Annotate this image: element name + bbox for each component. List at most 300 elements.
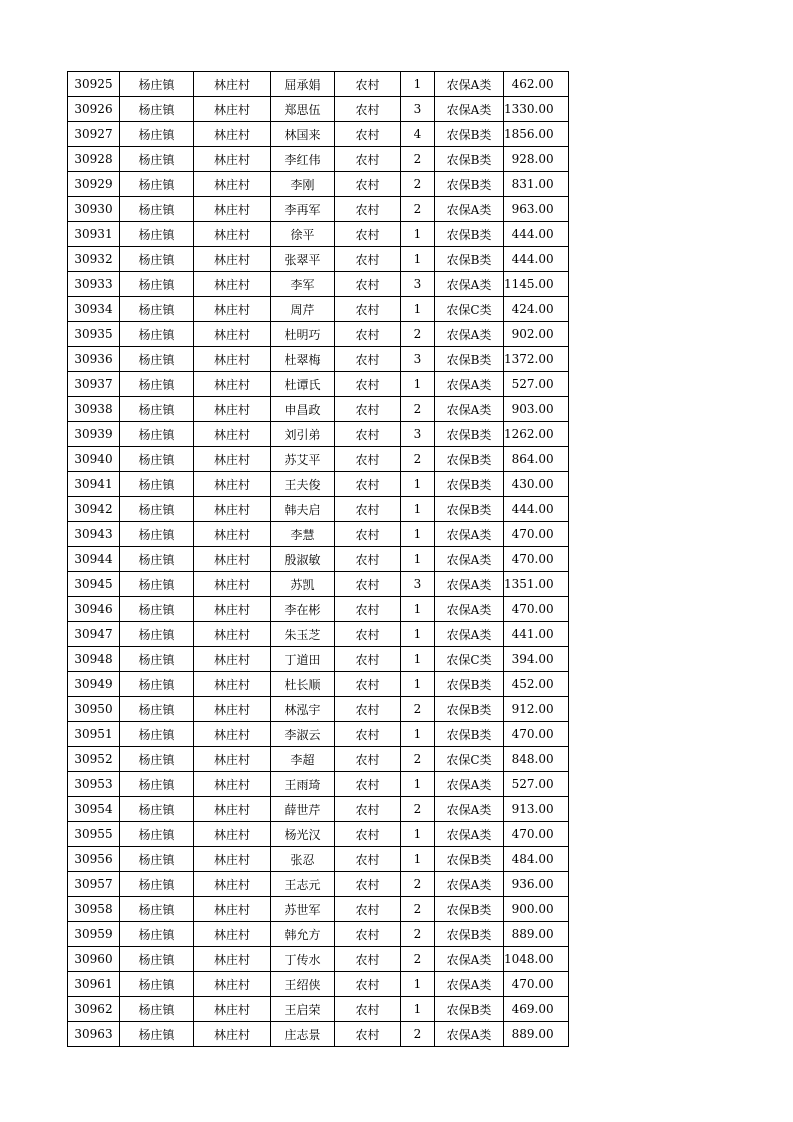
village-cell: 林庄村 xyxy=(194,772,271,797)
household-type-cell: 农村 xyxy=(335,797,401,822)
record-id-cell: 30954 xyxy=(68,797,120,822)
village-cell: 林庄村 xyxy=(194,372,271,397)
name-cell: 杜翠梅 xyxy=(271,347,335,372)
household-type-cell: 农村 xyxy=(335,347,401,372)
category-cell: 农保B类 xyxy=(435,922,504,947)
name-cell: 周芹 xyxy=(271,297,335,322)
household-type-cell: 农村 xyxy=(335,647,401,672)
amount-cell: 470.00 xyxy=(504,972,569,997)
name-cell: 李红伟 xyxy=(271,147,335,172)
village-cell: 林庄村 xyxy=(194,322,271,347)
village-cell: 林庄村 xyxy=(194,1022,271,1047)
category-cell: 农保A类 xyxy=(435,522,504,547)
amount-cell: 469.00 xyxy=(504,997,569,1022)
town-cell: 杨庄镇 xyxy=(120,947,194,972)
record-id-cell: 30943 xyxy=(68,522,120,547)
table-row xyxy=(68,397,569,422)
category-cell: 农保B类 xyxy=(435,172,504,197)
town-cell: 杨庄镇 xyxy=(120,97,194,122)
member-count-cell: 1 xyxy=(401,772,435,797)
town-cell: 杨庄镇 xyxy=(120,347,194,372)
name-cell: 李刚 xyxy=(271,172,335,197)
town-cell: 杨庄镇 xyxy=(120,397,194,422)
town-cell: 杨庄镇 xyxy=(120,72,194,97)
village-cell: 林庄村 xyxy=(194,147,271,172)
household-type-cell: 农村 xyxy=(335,97,401,122)
member-count-cell: 3 xyxy=(401,97,435,122)
village-cell: 林庄村 xyxy=(194,547,271,572)
household-type-cell: 农村 xyxy=(335,622,401,647)
name-cell: 韩允方 xyxy=(271,922,335,947)
village-cell: 林庄村 xyxy=(194,722,271,747)
town-cell: 杨庄镇 xyxy=(120,472,194,497)
category-cell: 农保A类 xyxy=(435,97,504,122)
member-count-cell: 3 xyxy=(401,272,435,297)
category-cell: 农保B类 xyxy=(435,472,504,497)
amount-cell: 527.00 xyxy=(504,772,569,797)
household-type-cell: 农村 xyxy=(335,872,401,897)
village-cell: 林庄村 xyxy=(194,497,271,522)
member-count-cell: 2 xyxy=(401,897,435,922)
member-count-cell: 3 xyxy=(401,347,435,372)
table-row xyxy=(68,372,569,397)
village-cell: 林庄村 xyxy=(194,647,271,672)
record-id-cell: 30950 xyxy=(68,697,120,722)
record-id-cell: 30947 xyxy=(68,622,120,647)
household-type-cell: 农村 xyxy=(335,947,401,972)
member-count-cell: 1 xyxy=(401,547,435,572)
town-cell: 杨庄镇 xyxy=(120,647,194,672)
record-id-cell: 30951 xyxy=(68,722,120,747)
member-count-cell: 2 xyxy=(401,197,435,222)
household-type-cell: 农村 xyxy=(335,772,401,797)
name-cell: 苏凯 xyxy=(271,572,335,597)
household-type-cell: 农村 xyxy=(335,822,401,847)
record-id-cell: 30957 xyxy=(68,872,120,897)
record-id-cell: 30934 xyxy=(68,297,120,322)
record-id-cell: 30949 xyxy=(68,672,120,697)
village-cell: 林庄村 xyxy=(194,122,271,147)
town-cell: 杨庄镇 xyxy=(120,997,194,1022)
amount-cell: 848.00 xyxy=(504,747,569,772)
member-count-cell: 2 xyxy=(401,172,435,197)
member-count-cell: 4 xyxy=(401,122,435,147)
village-cell: 林庄村 xyxy=(194,822,271,847)
amount-cell: 900.00 xyxy=(504,897,569,922)
record-id-cell: 30931 xyxy=(68,222,120,247)
town-cell: 杨庄镇 xyxy=(120,597,194,622)
village-cell: 林庄村 xyxy=(194,672,271,697)
town-cell: 杨庄镇 xyxy=(120,1022,194,1047)
household-type-cell: 农村 xyxy=(335,272,401,297)
category-cell: 农保A类 xyxy=(435,872,504,897)
name-cell: 郑思伍 xyxy=(271,97,335,122)
table-row xyxy=(68,497,569,522)
record-id-cell: 30940 xyxy=(68,447,120,472)
member-count-cell: 2 xyxy=(401,147,435,172)
member-count-cell: 2 xyxy=(401,947,435,972)
town-cell: 杨庄镇 xyxy=(120,322,194,347)
member-count-cell: 1 xyxy=(401,247,435,272)
member-count-cell: 1 xyxy=(401,847,435,872)
village-cell: 林庄村 xyxy=(194,222,271,247)
table-row xyxy=(68,272,569,297)
member-count-cell: 2 xyxy=(401,322,435,347)
table-row xyxy=(68,447,569,472)
town-cell: 杨庄镇 xyxy=(120,547,194,572)
category-cell: 农保B类 xyxy=(435,122,504,147)
table-row xyxy=(68,422,569,447)
amount-cell: 470.00 xyxy=(504,597,569,622)
town-cell: 杨庄镇 xyxy=(120,297,194,322)
household-type-cell: 农村 xyxy=(335,247,401,272)
table-row xyxy=(68,72,569,97)
member-count-cell: 1 xyxy=(401,72,435,97)
name-cell: 王夫俊 xyxy=(271,472,335,497)
member-count-cell: 2 xyxy=(401,922,435,947)
name-cell: 林泓宇 xyxy=(271,697,335,722)
amount-cell: 394.00 xyxy=(504,647,569,672)
record-id-cell: 30926 xyxy=(68,97,120,122)
category-cell: 农保A类 xyxy=(435,372,504,397)
table-row xyxy=(68,122,569,147)
category-cell: 农保B类 xyxy=(435,422,504,447)
town-cell: 杨庄镇 xyxy=(120,722,194,747)
household-type-cell: 农村 xyxy=(335,222,401,247)
amount-cell: 1145.00 xyxy=(504,272,569,297)
household-type-cell: 农村 xyxy=(335,572,401,597)
village-cell: 林庄村 xyxy=(194,522,271,547)
category-cell: 农保B类 xyxy=(435,722,504,747)
village-cell: 林庄村 xyxy=(194,872,271,897)
household-type-cell: 农村 xyxy=(335,722,401,747)
town-cell: 杨庄镇 xyxy=(120,447,194,472)
town-cell: 杨庄镇 xyxy=(120,972,194,997)
village-cell: 林庄村 xyxy=(194,397,271,422)
record-id-cell: 30935 xyxy=(68,322,120,347)
record-id-cell: 30928 xyxy=(68,147,120,172)
record-id-cell: 30936 xyxy=(68,347,120,372)
amount-cell: 470.00 xyxy=(504,547,569,572)
household-type-cell: 农村 xyxy=(335,472,401,497)
household-type-cell: 农村 xyxy=(335,522,401,547)
name-cell: 李慧 xyxy=(271,522,335,547)
name-cell: 杨光汉 xyxy=(271,822,335,847)
member-count-cell: 1 xyxy=(401,972,435,997)
town-cell: 杨庄镇 xyxy=(120,572,194,597)
town-cell: 杨庄镇 xyxy=(120,747,194,772)
village-cell: 林庄村 xyxy=(194,97,271,122)
household-type-cell: 农村 xyxy=(335,297,401,322)
category-cell: 农保A类 xyxy=(435,572,504,597)
household-type-cell: 农村 xyxy=(335,897,401,922)
village-cell: 林庄村 xyxy=(194,72,271,97)
name-cell: 李淑云 xyxy=(271,722,335,747)
name-cell: 王志元 xyxy=(271,872,335,897)
table-row xyxy=(68,522,569,547)
table-row xyxy=(68,222,569,247)
record-id-cell: 30961 xyxy=(68,972,120,997)
member-count-cell: 3 xyxy=(401,572,435,597)
record-id-cell: 30939 xyxy=(68,422,120,447)
household-type-cell: 农村 xyxy=(335,547,401,572)
amount-cell: 470.00 xyxy=(504,822,569,847)
amount-cell: 444.00 xyxy=(504,222,569,247)
amount-cell: 902.00 xyxy=(504,322,569,347)
category-cell: 农保B类 xyxy=(435,147,504,172)
table-row xyxy=(68,697,569,722)
amount-cell: 444.00 xyxy=(504,497,569,522)
table-row xyxy=(68,797,569,822)
amount-cell: 889.00 xyxy=(504,922,569,947)
record-id-cell: 30937 xyxy=(68,372,120,397)
household-type-cell: 农村 xyxy=(335,197,401,222)
table-row xyxy=(68,172,569,197)
name-cell: 李再军 xyxy=(271,197,335,222)
name-cell: 薛世芹 xyxy=(271,797,335,822)
village-cell: 林庄村 xyxy=(194,747,271,772)
household-type-cell: 农村 xyxy=(335,172,401,197)
category-cell: 农保B类 xyxy=(435,447,504,472)
name-cell: 屈承娟 xyxy=(271,72,335,97)
household-type-cell: 农村 xyxy=(335,497,401,522)
town-cell: 杨庄镇 xyxy=(120,797,194,822)
village-cell: 林庄村 xyxy=(194,247,271,272)
table-row xyxy=(68,622,569,647)
table-row xyxy=(68,347,569,372)
table-row xyxy=(68,997,569,1022)
village-cell: 林庄村 xyxy=(194,597,271,622)
name-cell: 林国来 xyxy=(271,122,335,147)
category-cell: 农保A类 xyxy=(435,197,504,222)
relief-roster-table xyxy=(67,71,569,1047)
village-cell: 林庄村 xyxy=(194,572,271,597)
member-count-cell: 2 xyxy=(401,872,435,897)
village-cell: 林庄村 xyxy=(194,947,271,972)
household-type-cell: 农村 xyxy=(335,147,401,172)
member-count-cell: 2 xyxy=(401,1022,435,1047)
name-cell: 王绍侠 xyxy=(271,972,335,997)
table-row xyxy=(68,822,569,847)
town-cell: 杨庄镇 xyxy=(120,147,194,172)
table-row xyxy=(68,97,569,122)
household-type-cell: 农村 xyxy=(335,997,401,1022)
amount-cell: 831.00 xyxy=(504,172,569,197)
amount-cell: 903.00 xyxy=(504,397,569,422)
amount-cell: 1262.00 xyxy=(504,422,569,447)
category-cell: 农保A类 xyxy=(435,397,504,422)
record-id-cell: 30953 xyxy=(68,772,120,797)
name-cell: 庄志景 xyxy=(271,1022,335,1047)
member-count-cell: 2 xyxy=(401,747,435,772)
table-row xyxy=(68,572,569,597)
name-cell: 杜谭氏 xyxy=(271,372,335,397)
record-id-cell: 30929 xyxy=(68,172,120,197)
name-cell: 丁道田 xyxy=(271,647,335,672)
village-cell: 林庄村 xyxy=(194,922,271,947)
member-count-cell: 1 xyxy=(401,997,435,1022)
record-id-cell: 30956 xyxy=(68,847,120,872)
record-id-cell: 30927 xyxy=(68,122,120,147)
name-cell: 苏世军 xyxy=(271,897,335,922)
town-cell: 杨庄镇 xyxy=(120,847,194,872)
town-cell: 杨庄镇 xyxy=(120,422,194,447)
amount-cell: 936.00 xyxy=(504,872,569,897)
member-count-cell: 1 xyxy=(401,522,435,547)
town-cell: 杨庄镇 xyxy=(120,772,194,797)
category-cell: 农保C类 xyxy=(435,297,504,322)
amount-cell: 1351.00 xyxy=(504,572,569,597)
town-cell: 杨庄镇 xyxy=(120,172,194,197)
town-cell: 杨庄镇 xyxy=(120,872,194,897)
amount-cell: 470.00 xyxy=(504,522,569,547)
village-cell: 林庄村 xyxy=(194,297,271,322)
name-cell: 刘引弟 xyxy=(271,422,335,447)
category-cell: 农保B类 xyxy=(435,697,504,722)
member-count-cell: 1 xyxy=(401,722,435,747)
table-row xyxy=(68,547,569,572)
category-cell: 农保B类 xyxy=(435,897,504,922)
record-id-cell: 30942 xyxy=(68,497,120,522)
record-id-cell: 30952 xyxy=(68,747,120,772)
record-id-cell: 30962 xyxy=(68,997,120,1022)
town-cell: 杨庄镇 xyxy=(120,122,194,147)
table-row xyxy=(68,972,569,997)
village-cell: 林庄村 xyxy=(194,622,271,647)
village-cell: 林庄村 xyxy=(194,447,271,472)
amount-cell: 484.00 xyxy=(504,847,569,872)
table-row xyxy=(68,322,569,347)
record-id-cell: 30960 xyxy=(68,947,120,972)
household-type-cell: 农村 xyxy=(335,447,401,472)
town-cell: 杨庄镇 xyxy=(120,672,194,697)
member-count-cell: 1 xyxy=(401,472,435,497)
village-cell: 林庄村 xyxy=(194,172,271,197)
record-id-cell: 30948 xyxy=(68,647,120,672)
name-cell: 申昌政 xyxy=(271,397,335,422)
town-cell: 杨庄镇 xyxy=(120,372,194,397)
category-cell: 农保A类 xyxy=(435,72,504,97)
household-type-cell: 农村 xyxy=(335,322,401,347)
table-row xyxy=(68,472,569,497)
village-cell: 林庄村 xyxy=(194,272,271,297)
village-cell: 林庄村 xyxy=(194,347,271,372)
category-cell: 农保B类 xyxy=(435,997,504,1022)
record-id-cell: 30959 xyxy=(68,922,120,947)
town-cell: 杨庄镇 xyxy=(120,272,194,297)
amount-cell: 430.00 xyxy=(504,472,569,497)
category-cell: 农保B类 xyxy=(435,847,504,872)
household-type-cell: 农村 xyxy=(335,397,401,422)
village-cell: 林庄村 xyxy=(194,897,271,922)
category-cell: 农保A类 xyxy=(435,797,504,822)
record-id-cell: 30938 xyxy=(68,397,120,422)
member-count-cell: 1 xyxy=(401,622,435,647)
record-id-cell: 30932 xyxy=(68,247,120,272)
member-count-cell: 2 xyxy=(401,447,435,472)
member-count-cell: 1 xyxy=(401,672,435,697)
table-row xyxy=(68,947,569,972)
name-cell: 韩夫启 xyxy=(271,497,335,522)
town-cell: 杨庄镇 xyxy=(120,522,194,547)
table-row xyxy=(68,647,569,672)
category-cell: 农保B类 xyxy=(435,672,504,697)
village-cell: 林庄村 xyxy=(194,422,271,447)
household-type-cell: 农村 xyxy=(335,747,401,772)
member-count-cell: 1 xyxy=(401,497,435,522)
amount-cell: 864.00 xyxy=(504,447,569,472)
amount-cell: 452.00 xyxy=(504,672,569,697)
name-cell: 徐平 xyxy=(271,222,335,247)
village-cell: 林庄村 xyxy=(194,797,271,822)
name-cell: 朱玉芝 xyxy=(271,622,335,647)
table-row xyxy=(68,597,569,622)
category-cell: 农保A类 xyxy=(435,597,504,622)
name-cell: 张翠平 xyxy=(271,247,335,272)
record-id-cell: 30925 xyxy=(68,72,120,97)
table-row xyxy=(68,672,569,697)
member-count-cell: 1 xyxy=(401,222,435,247)
amount-cell: 462.00 xyxy=(504,72,569,97)
amount-cell: 470.00 xyxy=(504,722,569,747)
town-cell: 杨庄镇 xyxy=(120,922,194,947)
table-row xyxy=(68,747,569,772)
amount-cell: 889.00 xyxy=(504,1022,569,1047)
category-cell: 农保A类 xyxy=(435,272,504,297)
village-cell: 林庄村 xyxy=(194,972,271,997)
household-type-cell: 农村 xyxy=(335,972,401,997)
table-row xyxy=(68,847,569,872)
member-count-cell: 2 xyxy=(401,797,435,822)
name-cell: 苏艾平 xyxy=(271,447,335,472)
household-type-cell: 农村 xyxy=(335,672,401,697)
name-cell: 丁传水 xyxy=(271,947,335,972)
member-count-cell: 2 xyxy=(401,697,435,722)
category-cell: 农保A类 xyxy=(435,947,504,972)
town-cell: 杨庄镇 xyxy=(120,697,194,722)
amount-cell: 1048.00 xyxy=(504,947,569,972)
town-cell: 杨庄镇 xyxy=(120,897,194,922)
member-count-cell: 3 xyxy=(401,422,435,447)
household-type-cell: 农村 xyxy=(335,922,401,947)
table-row xyxy=(68,197,569,222)
household-type-cell: 农村 xyxy=(335,72,401,97)
town-cell: 杨庄镇 xyxy=(120,497,194,522)
household-type-cell: 农村 xyxy=(335,847,401,872)
category-cell: 农保A类 xyxy=(435,1022,504,1047)
record-id-cell: 30946 xyxy=(68,597,120,622)
category-cell: 农保A类 xyxy=(435,822,504,847)
member-count-cell: 1 xyxy=(401,372,435,397)
table-row xyxy=(68,772,569,797)
category-cell: 农保C类 xyxy=(435,747,504,772)
village-cell: 林庄村 xyxy=(194,197,271,222)
village-cell: 林庄村 xyxy=(194,472,271,497)
category-cell: 农保A类 xyxy=(435,547,504,572)
town-cell: 杨庄镇 xyxy=(120,622,194,647)
household-type-cell: 农村 xyxy=(335,372,401,397)
amount-cell: 912.00 xyxy=(504,697,569,722)
amount-cell: 1372.00 xyxy=(504,347,569,372)
village-cell: 林庄村 xyxy=(194,997,271,1022)
household-type-cell: 农村 xyxy=(335,1022,401,1047)
name-cell: 李在彬 xyxy=(271,597,335,622)
name-cell: 王启荣 xyxy=(271,997,335,1022)
category-cell: 农保B类 xyxy=(435,497,504,522)
name-cell: 王雨琦 xyxy=(271,772,335,797)
category-cell: 农保B类 xyxy=(435,347,504,372)
village-cell: 林庄村 xyxy=(194,697,271,722)
